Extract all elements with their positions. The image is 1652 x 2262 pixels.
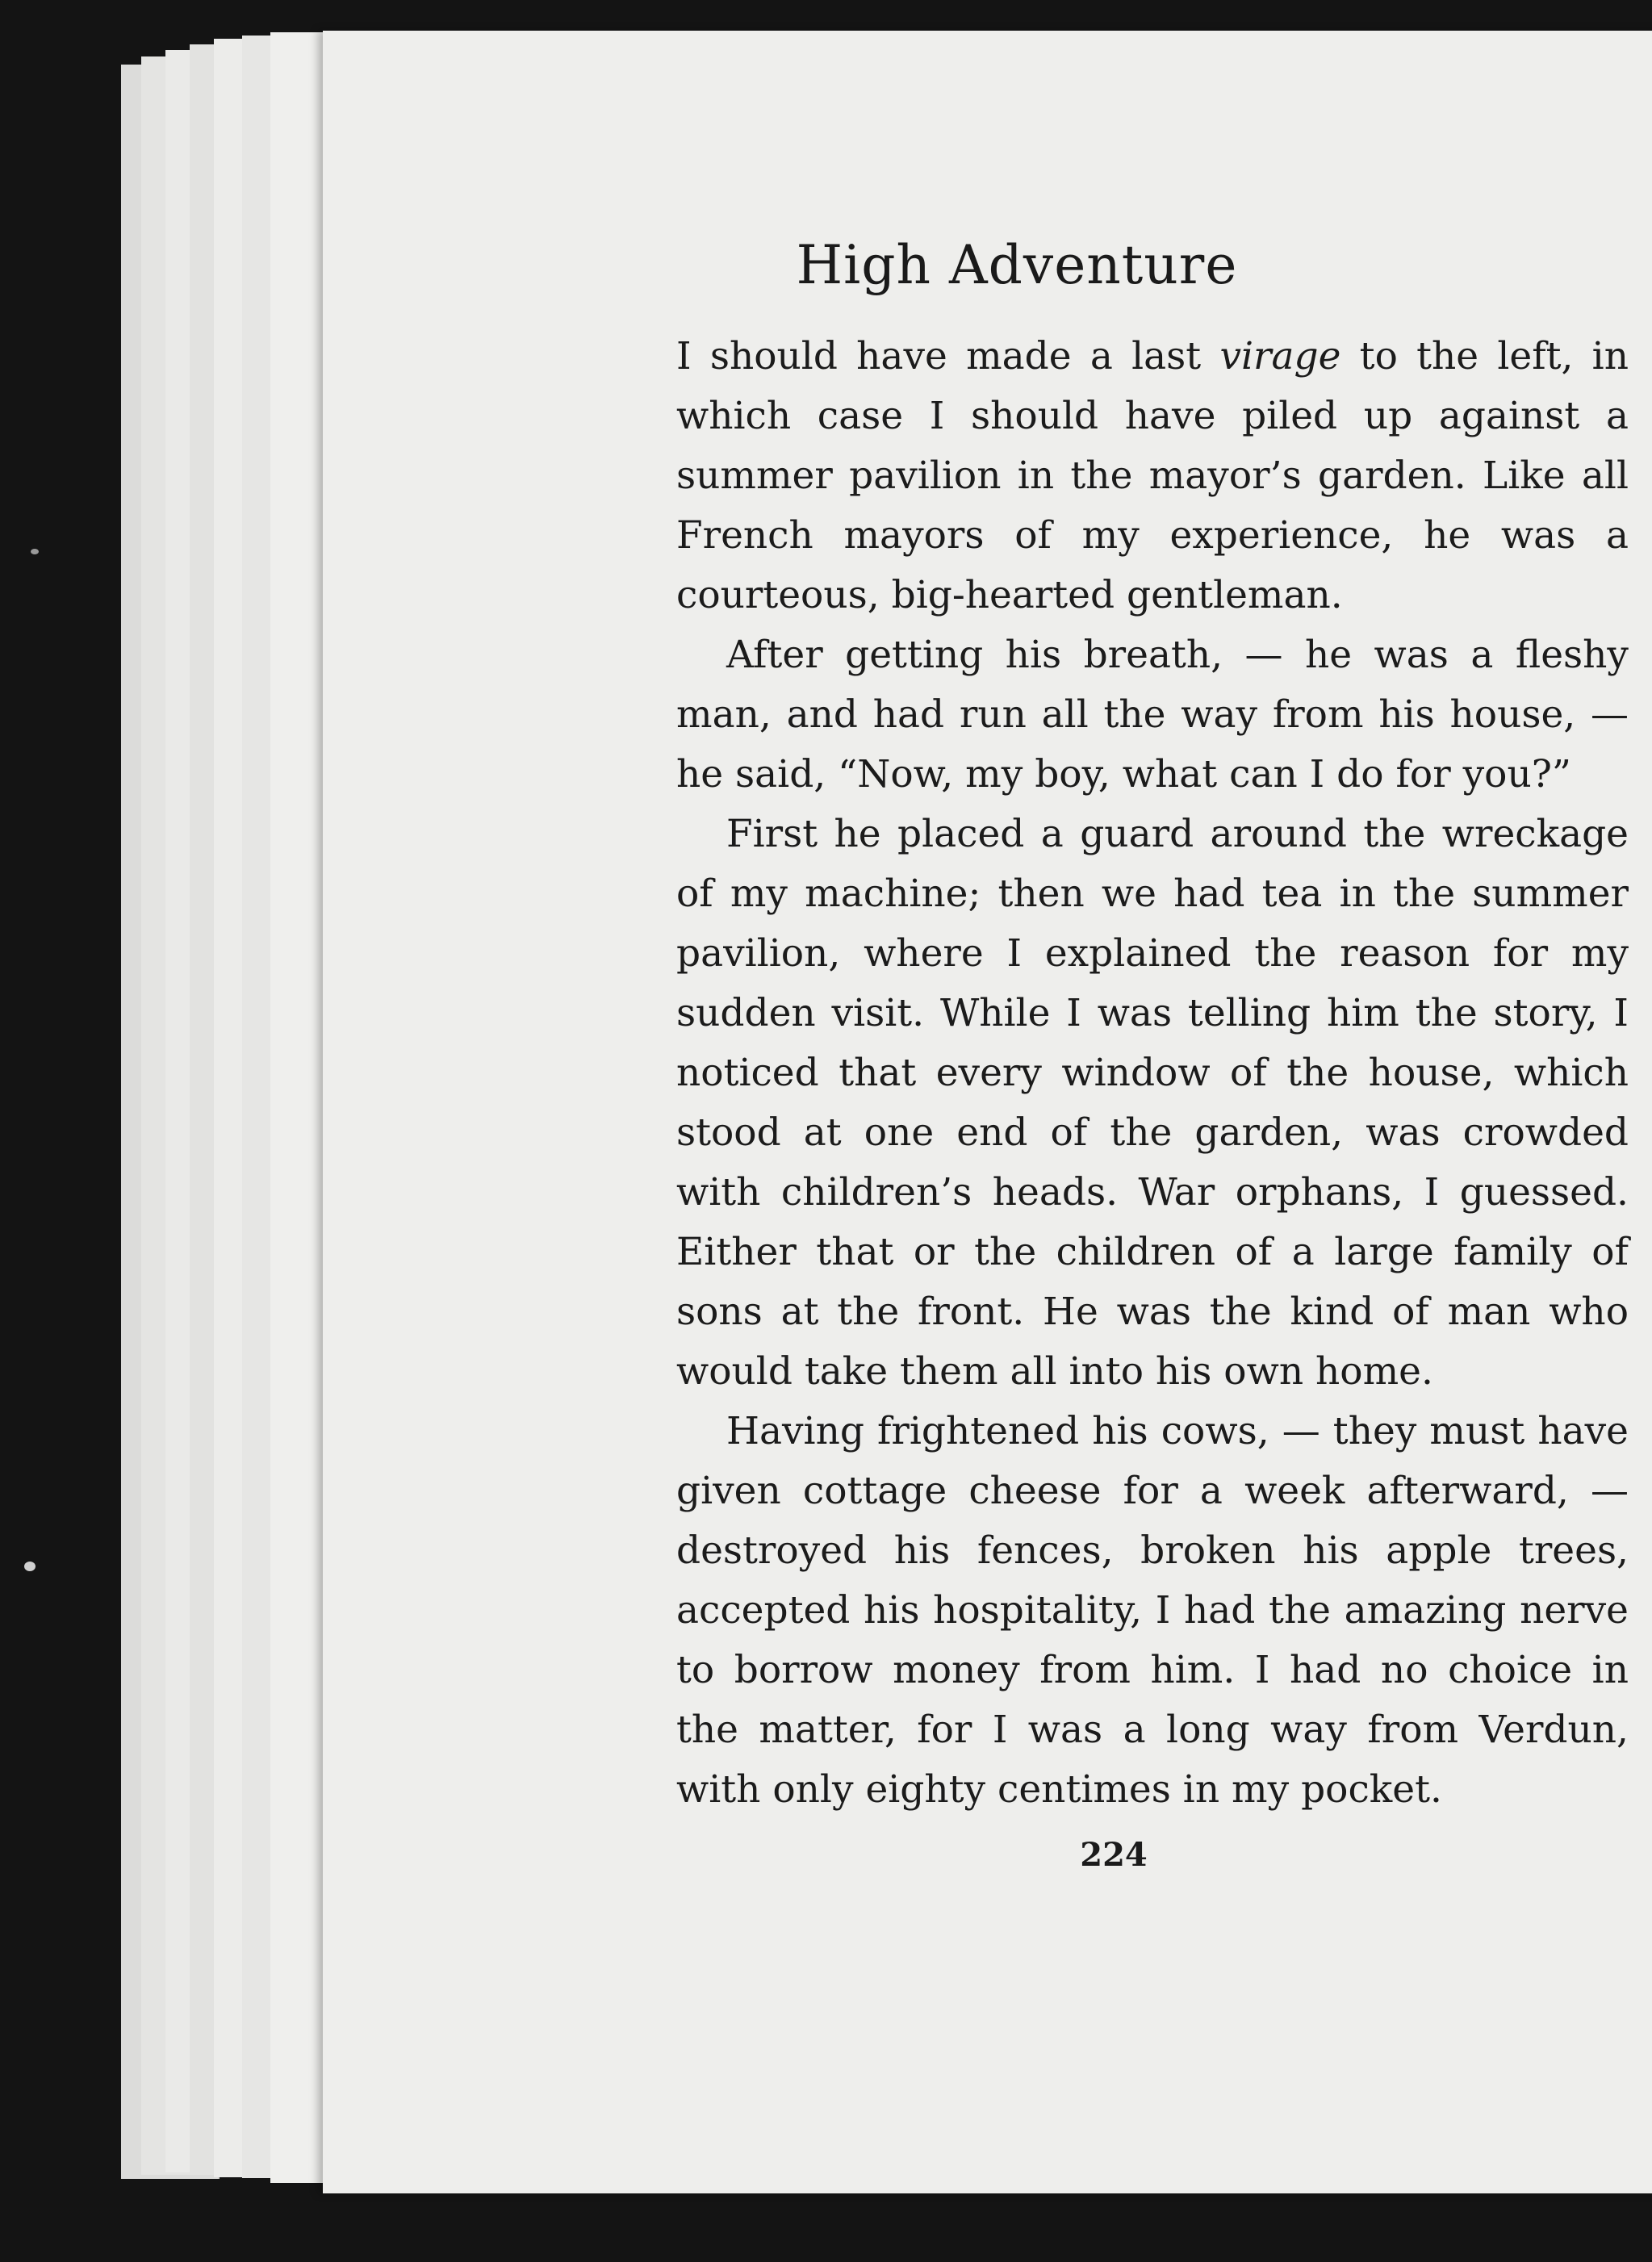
italic-word: virage bbox=[1219, 334, 1341, 378]
page-number: 224 bbox=[1080, 1836, 1148, 1874]
running-head: High Adventure bbox=[796, 234, 1238, 296]
dust-speck bbox=[31, 549, 39, 554]
body-text bbox=[676, 327, 1629, 1820]
text-run: After getting his breath, — he was a fleshy man, and had run all the way from his house, — he said, “Now, my boy, what can I do for you?” bbox=[676, 633, 1629, 797]
text-run: First he placed a guard around the wreckage of my machine; then we had tea in the summer pavilion, where I explained the reason for my sudden visit. While I was telling him the story, I noticed that every window of the house, which stood at one end of the garden, was crowded with children’s heads. War orphans, I guessed. Either that or the children of a large family of sons at the front. He was the kind of man who would take them all into his own home. bbox=[676, 812, 1629, 1394]
paragraph bbox=[676, 805, 1629, 1402]
paragraph bbox=[676, 327, 1629, 625]
text-run: I should have made a last bbox=[676, 334, 1220, 378]
paragraph bbox=[676, 625, 1629, 805]
dust-speck bbox=[24, 1562, 36, 1571]
paragraph bbox=[676, 1402, 1629, 1820]
text-run: to the left, in which case I should have piled up against a summer pavilion in the mayor’s garden. Like all French mayors of my experience, he was a courteous, big-hearted gentleman. bbox=[676, 334, 1629, 617]
text-run: Having frightened his cows, — they must have given cottage cheese for a week afterward, — destroyed his fences, broken his apple trees, accepted his hospitality, I had the amazing nerve to borrow money from him. I had no choice in the matter, for I was a long way from Verdun, with only eighty centimes in my pocket. bbox=[676, 1409, 1629, 1812]
